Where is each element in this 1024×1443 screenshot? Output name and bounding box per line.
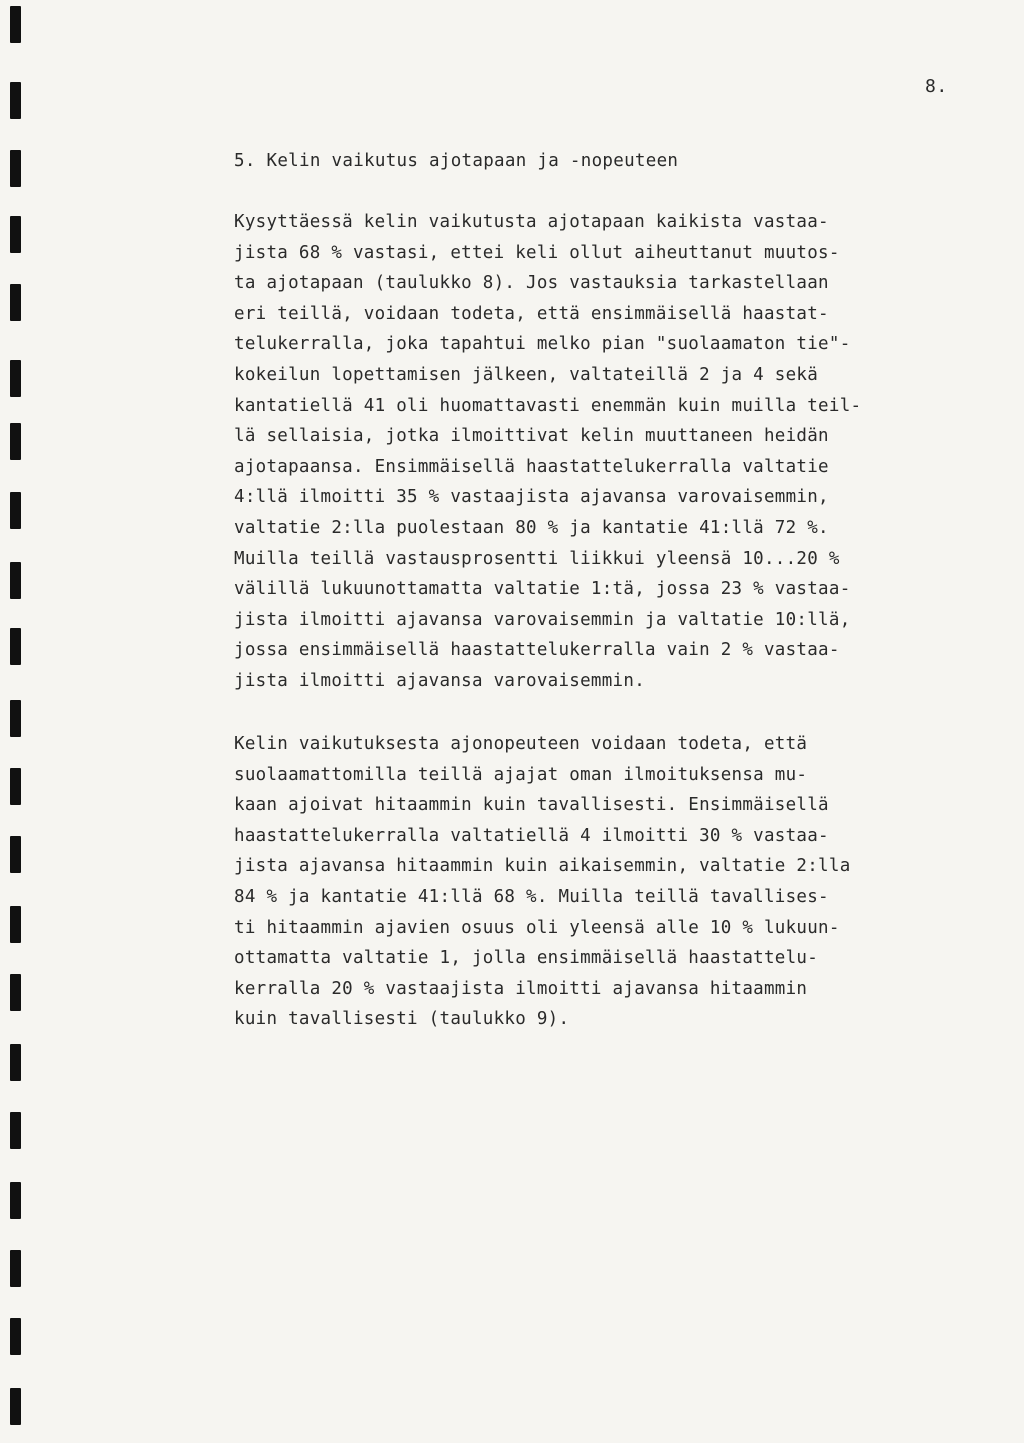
text-line: kerralla 20 % vastaajista ilmoitti ajavansa hitaammin xyxy=(234,978,808,999)
text-line: 84 % ja kantatie 41:llä 68 %. Muilla teillä tavallises- xyxy=(234,886,829,907)
text-line: jista ilmoitti ajavansa varovaisemmin ja valtatie 10:llä, xyxy=(234,609,851,630)
text-line: kaan ajoivat hitaammin kuin tavallisesti. Ensimmäisellä xyxy=(234,795,829,816)
text-line: 4:llä ilmoitti 35 % vastaajista ajavansa varovaisemmin, xyxy=(234,487,829,508)
text-line: lä sellaisia, jotka ilmoittivat kelin muuttaneen heidän xyxy=(234,426,829,447)
text-line: haastattelukerralla valtatiellä 4 ilmoitti 30 % vastaa- xyxy=(234,825,829,846)
page-number: 8. xyxy=(925,76,948,97)
text-line: jossa ensimmäisellä haastattelukerralla vain 2 % vastaa- xyxy=(234,640,840,661)
binding-hole xyxy=(10,1112,21,1149)
text-line: jista ilmoitti ajavansa varovaisemmin. xyxy=(234,670,646,691)
binding-hole xyxy=(10,150,21,187)
text-line: ottamatta valtatie 1, jolla ensimmäisellä haastattelu- xyxy=(234,948,819,969)
binding-hole xyxy=(10,768,21,805)
binding-hole xyxy=(10,1318,21,1355)
binding-hole xyxy=(10,82,21,119)
binding-hole xyxy=(10,700,21,737)
binding-hole xyxy=(10,6,21,43)
text-line: Kysyttäessä kelin vaikutusta ajotapaan kaikista vastaa- xyxy=(234,212,829,232)
binding-holes xyxy=(0,0,40,1443)
binding-hole xyxy=(10,836,21,873)
text-line: valtatie 2:lla puolestaan 80 % ja kantatie 41:llä 72 %. xyxy=(234,517,829,538)
binding-hole xyxy=(10,1182,21,1219)
binding-hole xyxy=(10,562,21,599)
text-line: jista 68 % vastasi, ettei keli ollut aiheuttanut muutos- xyxy=(234,242,840,263)
binding-hole xyxy=(10,492,21,529)
text-line: telukerralla, joka tapahtui melko pian "suolaamaton tie"- xyxy=(234,334,851,355)
text-line: Muilla teillä vastausprosentti liikkui yleensä 10...20 % xyxy=(234,548,840,569)
text-line: välillä lukuunottamatta valtatie 1:tä, jossa 23 % vastaa- xyxy=(234,579,851,600)
binding-hole xyxy=(10,906,21,943)
paragraph-driving-style xyxy=(234,207,861,697)
text-line: ta ajotapaan (taulukko 8). Jos vastauksia tarkastellaan xyxy=(234,273,829,294)
binding-hole xyxy=(10,1388,21,1425)
binding-hole xyxy=(10,974,21,1011)
paragraph-driving-speed xyxy=(234,729,851,1035)
binding-hole xyxy=(10,628,21,665)
binding-hole xyxy=(10,1044,21,1081)
text-line: eri teillä, voidaan todeta, että ensimmäisellä haastat- xyxy=(234,303,829,324)
binding-hole xyxy=(10,423,21,460)
binding-hole xyxy=(10,216,21,253)
text-line: suolaamattomilla teillä ajajat oman ilmoituksensa mu- xyxy=(234,764,808,785)
binding-hole xyxy=(10,1250,21,1287)
binding-hole xyxy=(10,284,21,321)
text-line: Kelin vaikutuksesta ajonopeuteen voidaan todeta, että xyxy=(234,734,808,754)
text-line: kantatiellä 41 oli huomattavasti enemmän kuin muilla teil- xyxy=(234,395,862,416)
binding-hole xyxy=(10,360,21,397)
section-heading: 5. Kelin vaikutus ajotapaan ja -nopeuteen xyxy=(234,151,679,171)
text-line: ti hitaammin ajavien osuus oli yleensä alle 10 % lukuun- xyxy=(234,917,840,938)
text-line: kokeilun lopettamisen jälkeen, valtateillä 2 ja 4 sekä xyxy=(234,364,819,385)
text-line: kuin tavallisesti (taulukko 9). xyxy=(234,1009,570,1030)
text-line: jista ajavansa hitaammin kuin aikaisemmin, valtatie 2:lla xyxy=(234,856,851,877)
text-line: ajotapaansa. Ensimmäisellä haastattelukerralla valtatie xyxy=(234,456,829,477)
